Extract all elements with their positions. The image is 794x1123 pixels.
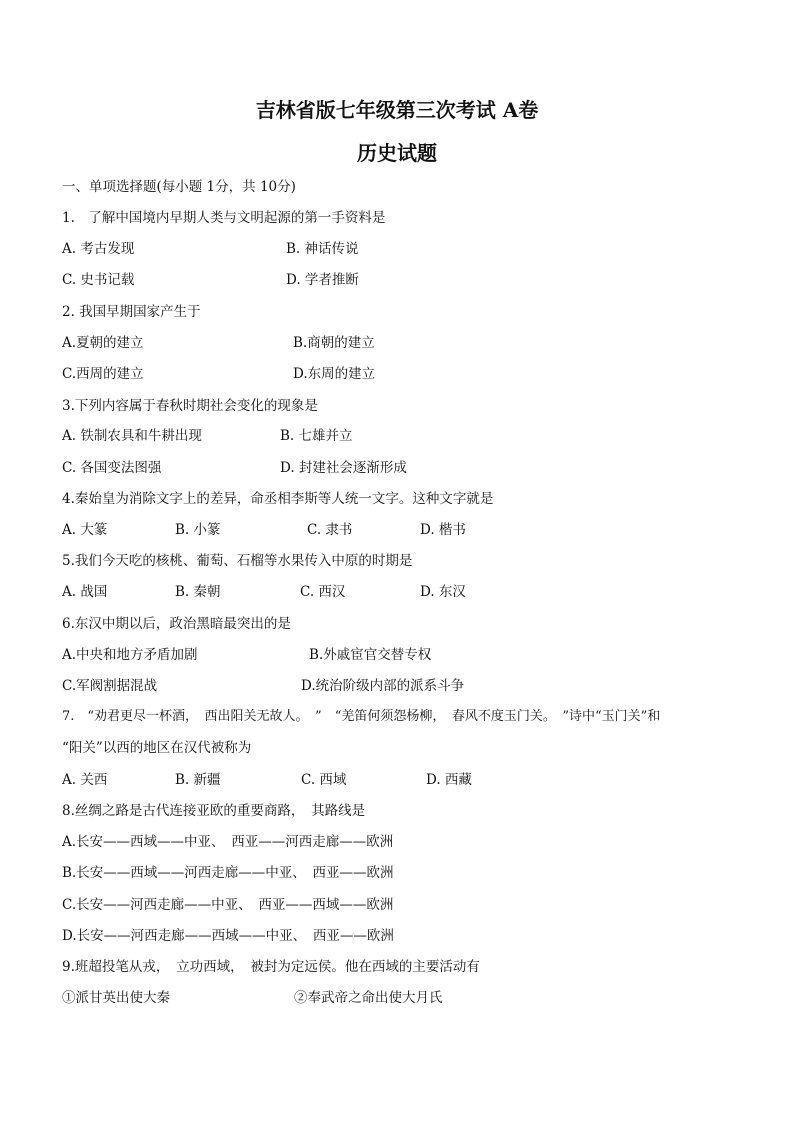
question-4-option-a: A. 大篆	[62, 522, 108, 538]
section-label: 一、单项选择题(每小题 1分，共 10分)	[62, 179, 296, 195]
question-4-option-b: B. 小篆	[175, 522, 221, 538]
question-3-option-b: B. 七雄并立	[280, 428, 353, 444]
question-8-option-a: A.长安——西域——中亚、 西亚——河西走廊——欧洲	[62, 834, 394, 850]
question-5-option-a: A. 战国	[62, 584, 108, 600]
question-7-stem-continued: “阳关”以西的地区在汉代被称为	[62, 740, 252, 756]
question-9-item-2: ②奉武帝之命出使大月氏	[294, 990, 443, 1006]
question-1-option-b: B. 神话传说	[286, 241, 359, 257]
exam-subtitle: 历史试题	[357, 141, 437, 165]
question-8-option-c: C.长安——河西走廊——中亚、 西亚——西域——欧洲	[62, 897, 394, 913]
question-7-option-a: A. 关西	[62, 772, 108, 788]
question-2-option-a: A.夏朝的建立	[62, 335, 144, 351]
question-7-option-b: B. 新疆	[175, 772, 221, 788]
question-6-option-a: A.中央和地方矛盾加剧	[62, 647, 198, 663]
question-4-stem: 4.秦始皇为消除文字上的差异，命丞相李斯等人统一文字。这种文字就是	[62, 491, 494, 507]
question-3-option-c: C. 各国变法图强	[62, 460, 162, 476]
question-1-option-d: D. 学者推断	[286, 272, 359, 288]
question-1-option-a: A. 考古发现	[62, 241, 135, 257]
question-8-stem: 8.丝绸之路是古代连接亚欧的重要商路， 其路线是	[62, 803, 366, 819]
question-2-stem: 2. 我国早期国家产生于	[62, 304, 201, 320]
question-8-option-b: B.长安——西域——河西走廊——中亚、 西亚——欧洲	[62, 865, 394, 881]
question-3-option-d: D. 封建社会逐渐形成	[280, 460, 407, 476]
question-3-stem: 3.下列内容属于春秋时期社会变化的现象是	[62, 398, 318, 414]
question-2-option-d: D.东周的建立	[293, 366, 376, 382]
question-3-option-a: A. 铁制农具和牛耕出现	[62, 428, 202, 444]
question-5-option-b: B. 秦朝	[175, 584, 221, 600]
question-9-stem: 9.班超投笔从戎， 立功西域， 被封为定远侯。他在西域的主要活动有	[62, 959, 480, 975]
question-1-option-c: C. 史书记载	[62, 272, 135, 288]
question-5-option-d: D. 东汉	[420, 584, 466, 600]
question-7-stem: 7. “劝君更尽一杯酒， 西出阳关无故人。 ” “羌笛何须怨杨柳， 春风不度玉门关。 ”诗中“玉门关”和	[62, 709, 661, 724]
question-1-stem: 1. 了解中国境内早期人类与文明起源的第一手资料是	[62, 210, 386, 226]
exam-title: 吉林省版七年级第三次考试 A卷	[255, 98, 539, 122]
question-6-stem: 6.东汉中期以后，政治黑暗最突出的是	[62, 616, 291, 632]
question-6-option-d: D.统治阶级内部的派系斗争	[301, 678, 465, 694]
question-6-option-c: C.军阀割据混战	[62, 678, 158, 694]
question-5-stem: 5.我们今天吃的核桃、葡萄、石榴等水果传入中原的时期是	[62, 553, 413, 569]
question-4-option-c: C. 隶书	[307, 522, 353, 538]
question-6-option-b: B.外戚宦官交替专权	[309, 647, 432, 663]
question-9-item-1: ①派甘英出使大秦	[62, 990, 170, 1006]
question-7-option-d: D. 西藏	[426, 772, 472, 788]
question-5-option-c: C. 西汉	[300, 584, 346, 600]
question-8-option-d: D.长安——河西走廊——西域——中亚、 西亚——欧洲	[62, 928, 394, 944]
question-7-option-c: C. 西域	[301, 772, 347, 788]
question-2-option-b: B.商朝的建立	[293, 335, 375, 351]
question-2-option-c: C.西周的建立	[62, 366, 144, 382]
question-4-option-d: D. 楷书	[420, 522, 466, 538]
